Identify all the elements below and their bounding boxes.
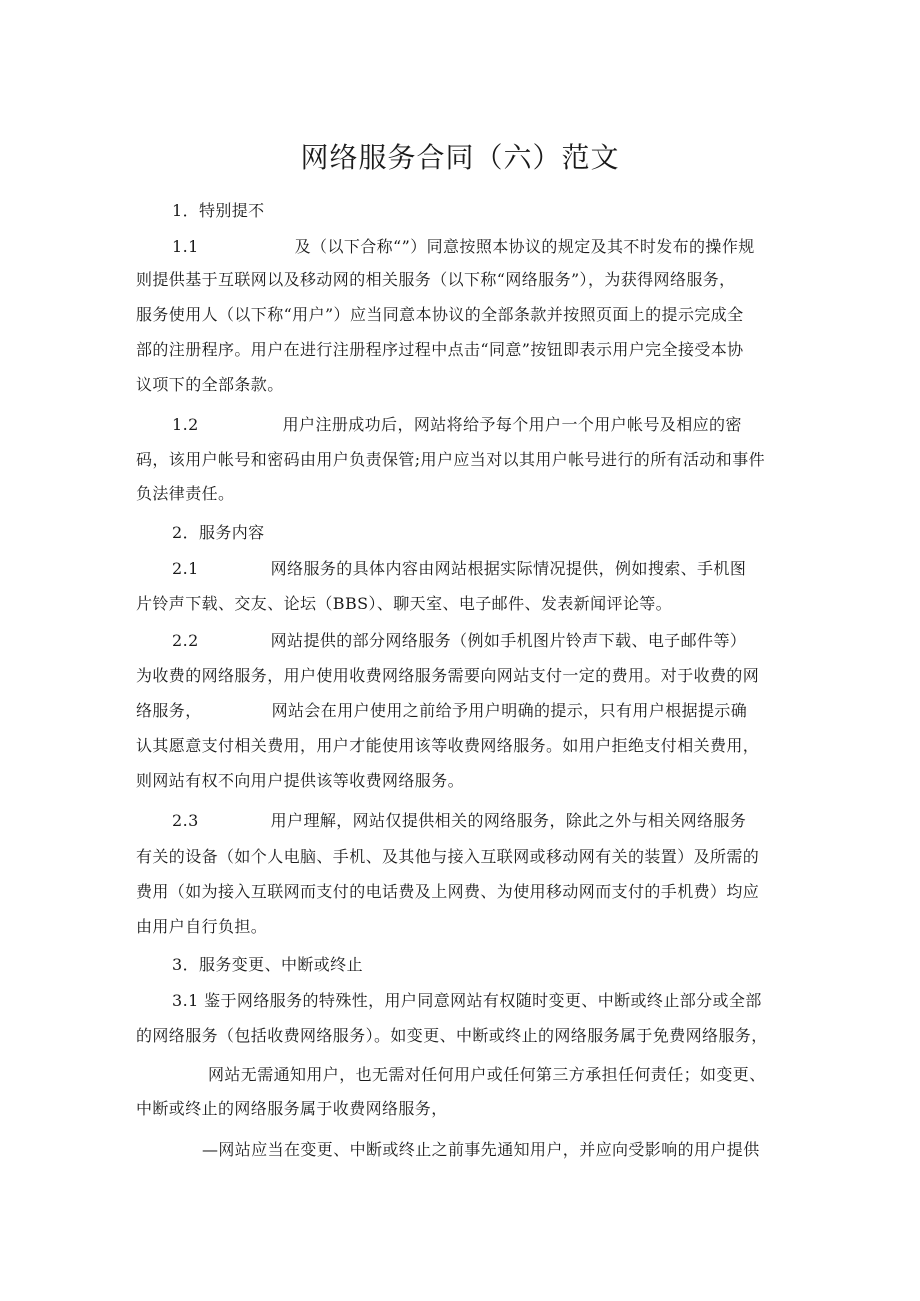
paragraph-line: 3.1 鉴于网络服务的特殊性，用户同意网站有权随时变更、中断或终止部分或全部 <box>172 991 762 1010</box>
paragraph-line: 中断或终止的网络服务属于收费网络服务， <box>136 1099 448 1118</box>
paragraph-line: 为收费的网络服务，用户使用收费网络服务需要向网站支付一定的费用。对于收费的网 <box>136 666 760 685</box>
paragraph-line: 费用（如为接入互联网而支付的电话费及上网费、为使用移动网而支付的手机费）均应 <box>136 882 760 901</box>
paragraph-line: 认其愿意支付相关费用，用户才能使用该等收费网络服务。如用户拒绝支付相关费用， <box>136 736 760 755</box>
clause-text: 络服务， <box>136 701 202 720</box>
clause-text: 网站会在用户使用之前给予用户明确的提示，只有用户根据提示确 <box>271 701 748 720</box>
document-title: 网络服务合同（六）范文 <box>300 141 620 174</box>
paragraph-line: 码，该用户帐号和密码由用户负责保管;用户应当对以其用户帐号进行的所有活动和事件 <box>136 450 765 469</box>
clause-number: 1.2 <box>172 415 199 434</box>
clause-number: 2.3 <box>172 811 199 830</box>
clause-text: 用户理解，网站仅提供相关的网络服务，除此之外与相关网络服务 <box>270 811 747 830</box>
paragraph-line: —网站应当在变更、中断或终止之前事先通知用户，并应向受影响的用户提供 <box>202 1140 760 1159</box>
paragraph-line <box>172 557 746 581</box>
paragraph-line: 议项下的全部条款。 <box>136 375 284 394</box>
paragraph-line <box>172 235 755 259</box>
clause-text: 用户注册成功后，网站将给予每个用户一个用户帐号及相应的密 <box>282 415 742 434</box>
clause-number: 2.1 <box>172 559 199 578</box>
paragraph-line: 的网络服务（包括收费网络服务）。如变更、中断或终止的网络服务属于免费网络服务， <box>136 1026 768 1045</box>
paragraph-line: 则提供基于互联网以及移动网的相关服务（以下称“网络服务”），为获得网络服务， <box>136 270 736 289</box>
clause-number: 2.2 <box>172 631 199 650</box>
section-heading-1: 1．特别提不 <box>172 201 265 220</box>
paragraph-line <box>172 809 746 833</box>
paragraph-line: 则网站有权不向用户提供该等收费网络服务。 <box>136 771 465 790</box>
clause-text: 网站提供的部分网络服务（例如手机图片铃声下载、电子邮件等） <box>270 631 747 650</box>
clause-number: 1.1 <box>172 237 199 256</box>
section-heading-2: 2．服务内容 <box>172 523 265 542</box>
paragraph-line: 网站无需通知用户，也无需对任何用户或任何第三方承担任何责任；如变更、 <box>208 1065 766 1084</box>
paragraph-line: 负法律责任。 <box>136 484 235 503</box>
paragraph-line: 片铃声下载、交友、论坛（BBS）、聊天室、电子邮件、发表新闻评论等。 <box>136 594 673 613</box>
paragraph-line <box>172 629 746 653</box>
section-heading-3: 3．服务变更、中断或终止 <box>172 955 363 974</box>
paragraph-line: 由用户自行负担。 <box>136 917 268 936</box>
clause-text: 及（以下合称“”）同意按照本协议的规定及其不时发布的操作规 <box>294 237 755 256</box>
paragraph-line: 有关的设备（如个人电脑、手机、及其他与接入互联网或移动网有关的装置）及所需的 <box>136 847 760 866</box>
paragraph-line <box>172 413 742 437</box>
paragraph-line: 服务使用人（以下称“用户”）应当同意本协议的全部条款并按照页面上的提示完成全 <box>136 305 744 324</box>
clause-text: 网络服务的具体内容由网站根据实际情况提供，例如搜索、手机图 <box>270 559 747 578</box>
paragraph-line <box>136 699 747 723</box>
paragraph-line: 部的注册程序。用户在进行注册程序过程中点击“同意”按钮即表示用户完全接受本协 <box>136 340 744 359</box>
